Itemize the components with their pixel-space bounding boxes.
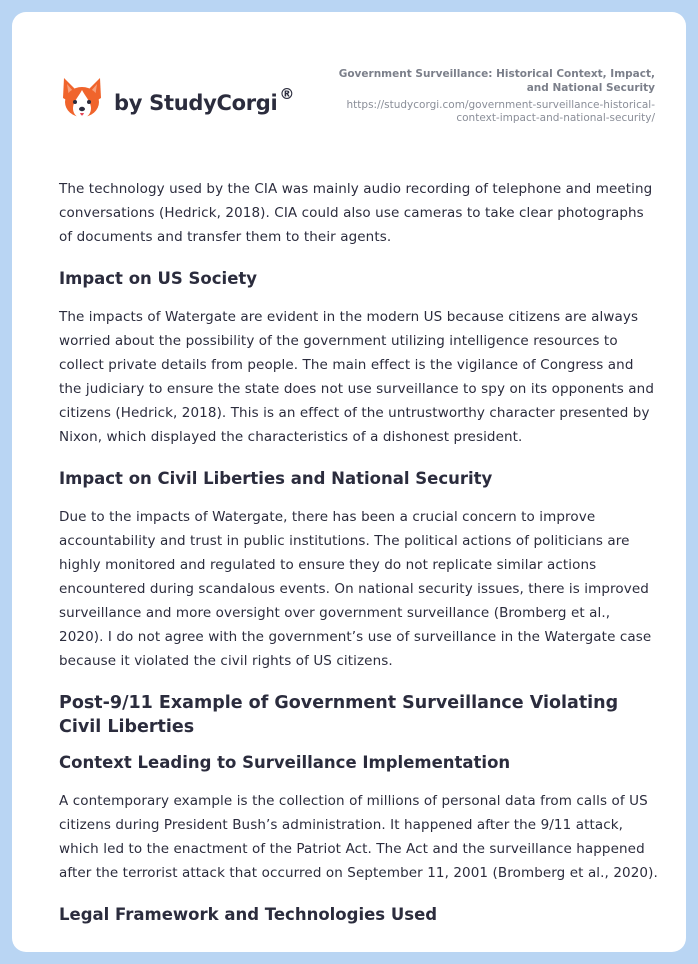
paragraph: A contemporary example is the collection of millions of personal data from calls of US citizens during President Bush’s administration. It happened after the 9/11 attack, which led to the enactment of the Patriot Act. The Act and the surveillance happened after the terrorist attack that occurred on September 11, 2001 (Bromberg et al., 2020). [59,793,658,881]
paragraph: The impacts of Watergate are evident in the modern US because citizens are always worried about the possibility of the government utilizing intelligence resources to collect private details from people. The main effect is the vigilance of Congress and the judiciary to ensure the state does not use surveillance to spy on its opponents and citizens (Hedrick, 2018). This is an effect of the untrustworthy character presented by Nixon, which displayed the characteristics of a dishonest president. [59,309,655,445]
registered-mark: ® [279,85,295,103]
section-heading: Post-9/11 Example of Government Surveillance Violating Civil Liberties [59,693,619,737]
section-heading: Impact on Civil Liberties and National Security [59,469,493,488]
corgi-logo-icon [61,76,103,122]
document-page [12,12,686,952]
subsection-heading: Context Leading to Surveillance Implementation [59,753,511,772]
brand-name: by StudyCorgi ® [114,85,295,115]
document-url[interactable]: https://studycorgi.com/government-surveillance-historical-context-impact-and-national-security/ [346,99,655,124]
section-heading: Impact on US Society [59,269,258,288]
essay-content [59,177,659,941]
studycorgi-logo[interactable] [61,76,294,122]
subsection-heading: Legal Framework and Technologies Used [59,905,438,924]
document-title: Government Surveillance: Historical Context, Impact, and National Security [338,68,655,94]
paragraph: The technology used by the CIA was mainly audio recording of telephone and meeting conversations (Hedrick, 2018). CIA could also use cameras to take clear photographs of documents and transfer them to their agents. [59,181,653,245]
document-meta [315,67,655,125]
paragraph: Due to the impacts of Watergate, there has been a crucial concern to improve accountability and trust in public institutions. The political actions of politicians are highly monitored and regulated to ensure they do not replicate similar actions encountered during scandalous events. On national security issues, there is improved surveillance and more oversight over government surveillance (Bromberg et al., 2020). I do not agree with the government’s use of surveillance in the Watergate case because it violated the civil rights of US citizens. [59,509,652,669]
